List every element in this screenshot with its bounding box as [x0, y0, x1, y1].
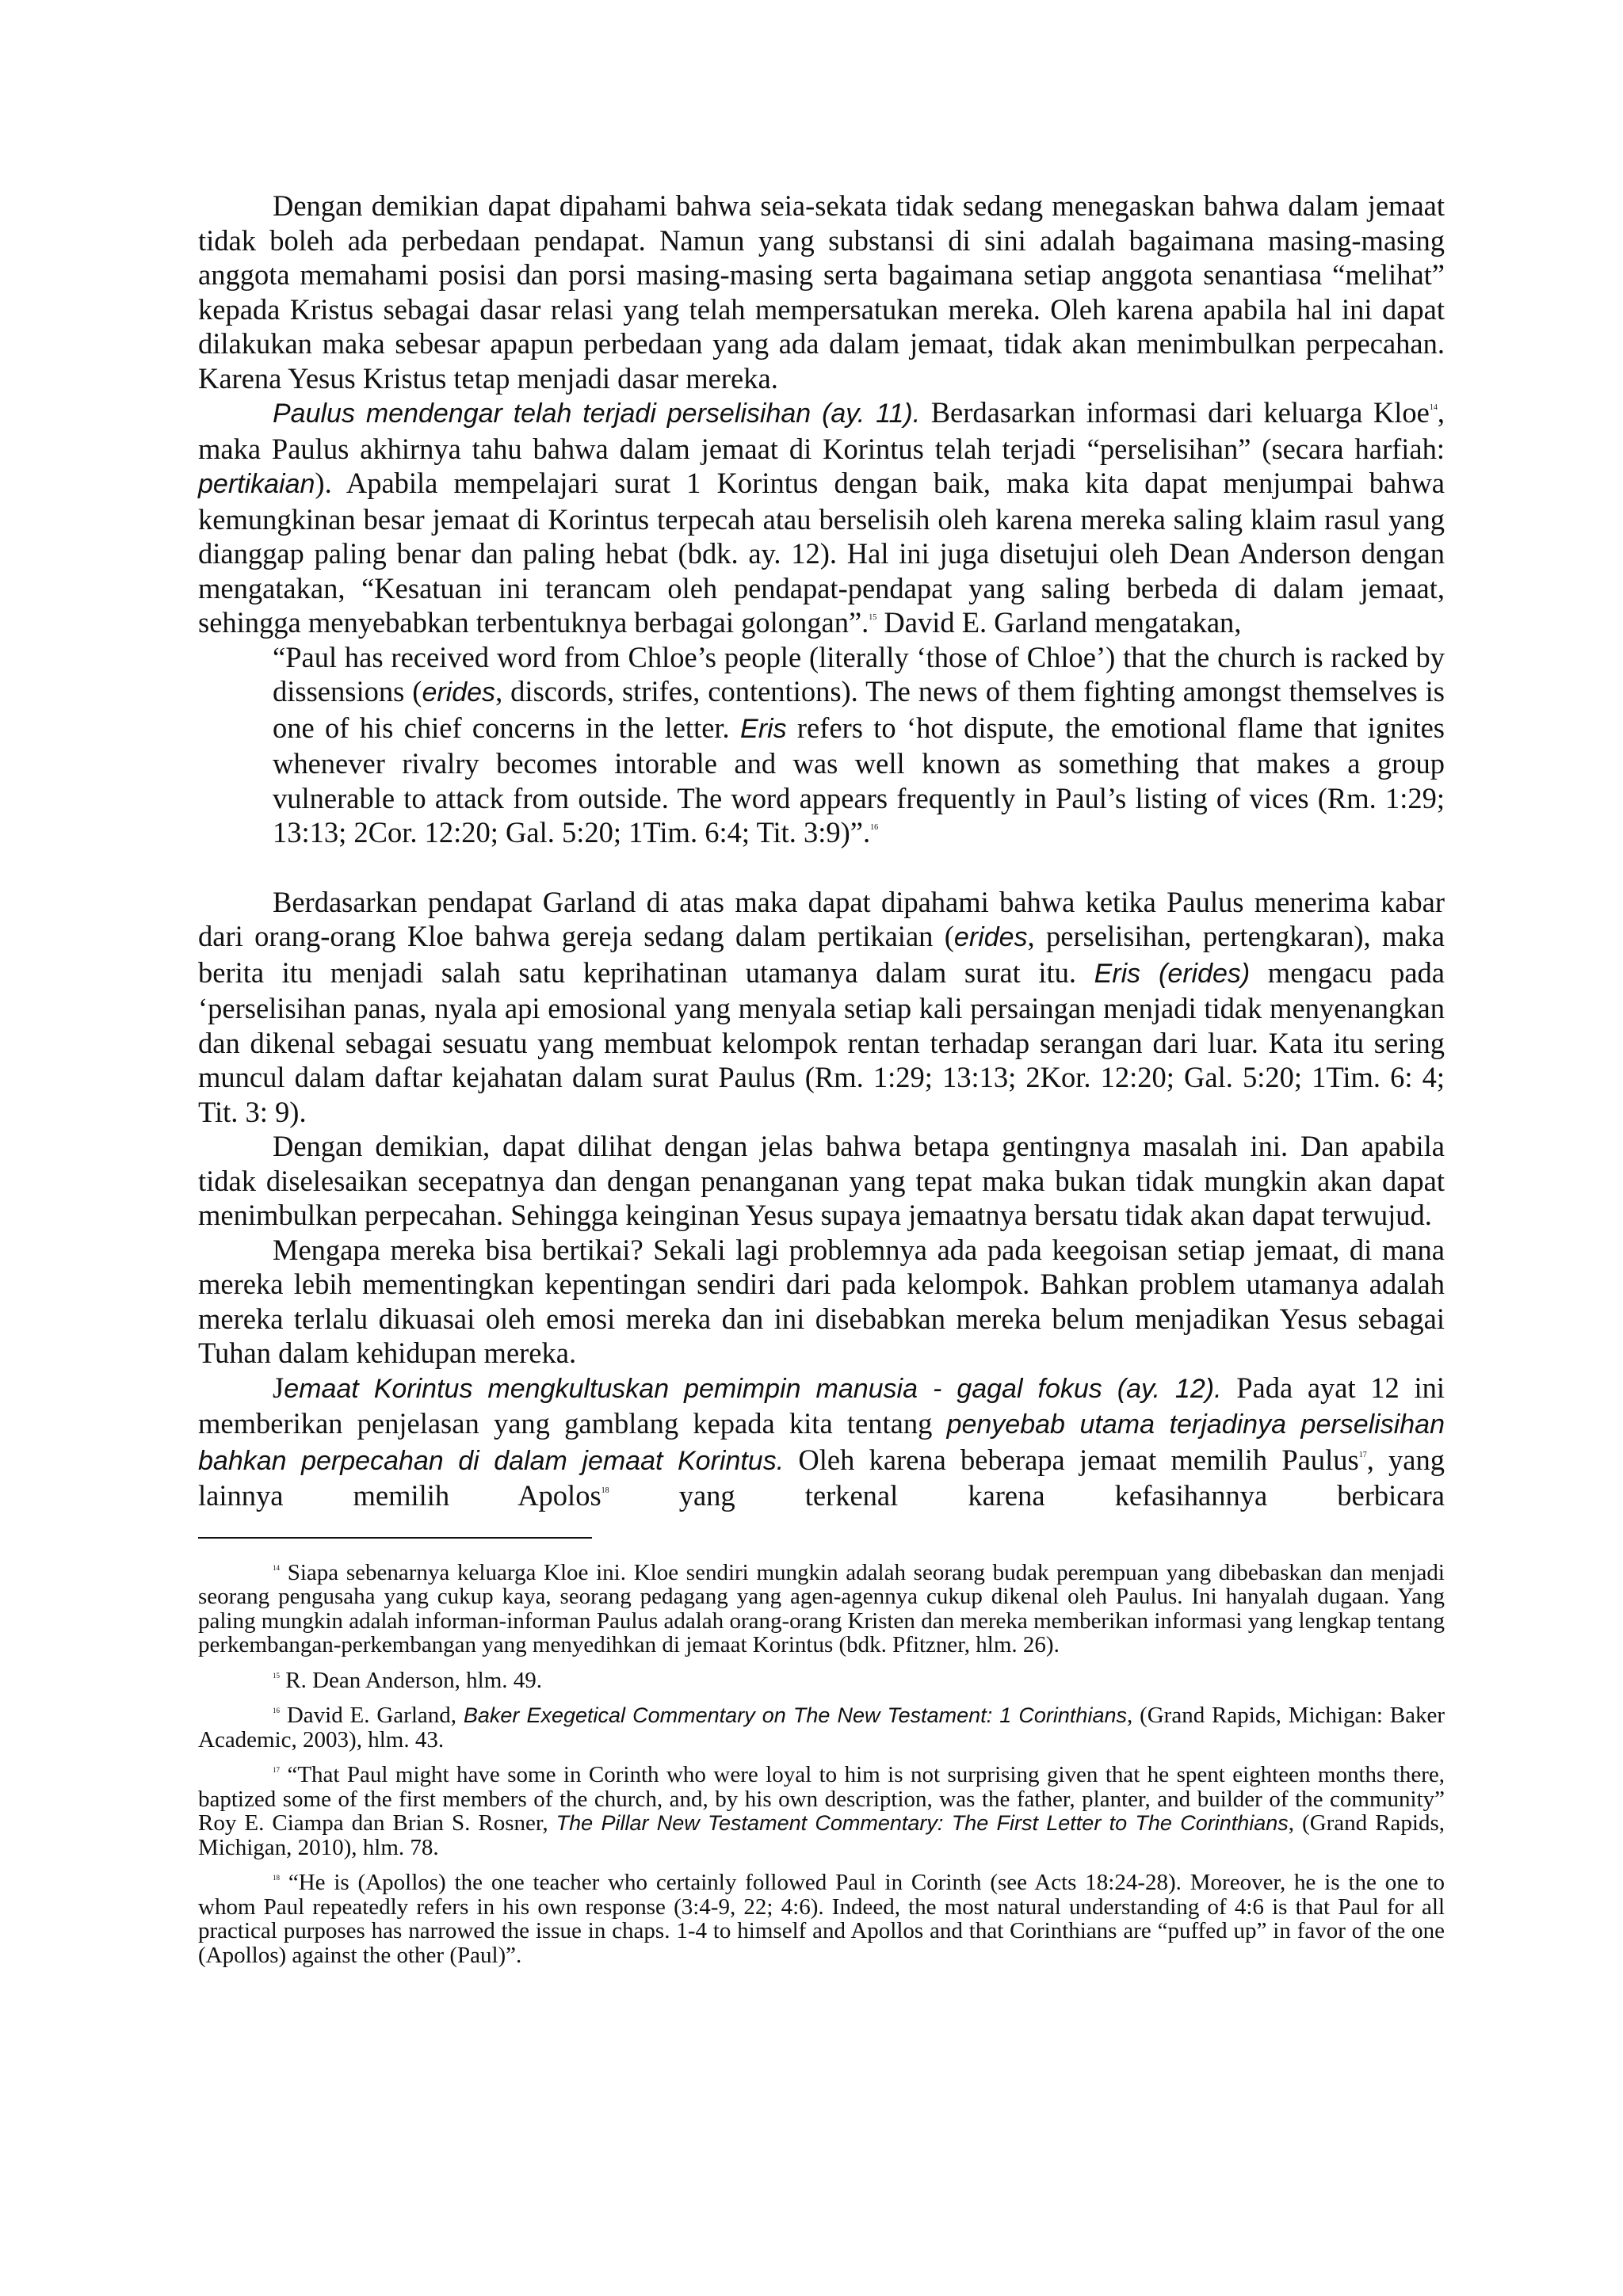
footnote-16-book-title: Baker Exegetical Commentary on The New Testament: 1 Corinthians [463, 1703, 1127, 1727]
paragraph-3-italic-erides: erides [953, 922, 1028, 952]
paragraph-2-italic-pertikaian: pertikaian [198, 469, 315, 499]
paragraph-6 [198, 1371, 1445, 1513]
footnote-17-text-b: , (Grand Rapids, Michigan, 2010), hlm. 78. [198, 1810, 1445, 1860]
footnote-ref-14[interactable]: 14 [1429, 403, 1438, 412]
paragraph-2-text-c: ). Apabila mempelajari surat 1 Korintus dengan baik, maka kita dapat menjumpai bahwa kemungkinan besar jemaat di Korintus terpecah atau berselisih oleh karena mereka saling klaim rasul yang dianggap paling benar dan paling hebat (bdk. ay. 12). Hal ini juga disetujui oleh Dean Anderson dengan mengatakan, “Kesatuan ini terancam oleh pendapat-pendapat yang saling berbeda di dalam jemaat, sehingga menyebabkan terbentuknya berbagai golongan”. [198, 467, 1445, 639]
paragraph-3-italic-eris: Eris (erides) [1094, 958, 1251, 989]
quote-italic-erides: erides [422, 677, 496, 707]
paragraph-2-text-a: Berdasarkan informasi dari keluarga Kloe [920, 396, 1430, 429]
footnote-17-book-title: The Pillar New Testament Commentary: The First Letter to The Corinthians [556, 1811, 1289, 1835]
footnote-14-number: 14 [273, 1563, 280, 1572]
paragraph-3-text-a: Berdasarkan pendapat Garland di atas maka dapat dipahami bahwa ketika Paulus menerima kabar dari orang-orang Kloe bahwa gereja sedang dalam pertikaian ( [198, 885, 1445, 952]
paragraph-1-text: Dengan demikian dapat dipahami bahwa seia-sekata tidak sedang menegaskan bahwa dalam jemaat tidak boleh ada perbedaan pendapat. Namun yang substansi di sini adalah bagaimana masing-masing anggota memahami posisi dan porsi masing-masing serta bagaimana setiap anggota senantiasa “melihat” kepada Kristus sebagai dasar relasi yang telah mempersatukan mereka. Oleh karena apabila hal ini dapat dilakukan maka sebesar apapun perbedaan yang ada dalam jemaat, tidak akan menimbulkan perpecahan. Karena Yesus Kristus tetap menjadi dasar mereka. [198, 189, 1445, 395]
paragraph-2 [198, 395, 1445, 640]
document-page [198, 189, 1445, 1978]
paragraph-5-text: Mengapa mereka bisa bertikai? Sekali lagi problemnya ada pada keegoisan setiap jemaat, di mana mereka lebih mementingkan kepentingan sendiri dari pada kelompok. Bahkan problem utamanya adalah mereka terlalu dikuasai oleh emosi mereka dan ini disebabkan mereka belum menjadikan Yesus sebagai Tuhan dalam kehidupan mereka. [198, 1233, 1445, 1369]
footnote-17-number: 17 [273, 1766, 280, 1774]
footnote-16-number: 16 [273, 1707, 280, 1714]
footnote-separator [198, 1537, 592, 1539]
footnote-16 [198, 1703, 1445, 1752]
footnote-14 [198, 1561, 1445, 1657]
paragraph-4-text: Dengan demikian, dapat dilihat dengan jelas bahwa betapa gentingnya masalah ini. Dan apabila tidak diselesaikan secepatnya dan dengan penanganan yang tepat maka bukan tidak mungkin akan dapat menimbulkan perpecahan. Sehingga keinginan Yesus supaya jemaatnya bersatu tidak akan dapat terwujud. [198, 1130, 1445, 1231]
paragraph-2-text-d: David E. Garland mengatakan, [876, 606, 1242, 639]
footnote-ref-16[interactable]: 16 [870, 823, 879, 832]
paragraph-5 [198, 1233, 1445, 1371]
paragraph-6-text-c: , yang lainnya memilih Apolos [198, 1443, 1445, 1512]
footnote-ref-17[interactable]: 17 [1358, 1450, 1367, 1459]
paragraph-1 [198, 189, 1445, 395]
footnote-16-text-a: David E. Garland, [280, 1703, 464, 1728]
paragraph-4 [198, 1129, 1445, 1233]
footnote-14-text: Siapa sebenarnya keluarga Kloe ini. Kloe sendiri mungkin adalah seorang budak perempuan yang dibebaskan dan menjadi seorang pengusaha yang cukup kaya, seorang pedagang yang agen-agennya cukup dikenal oleh Paulus. Ini hanyalah dugaan. Yang paling mungkin adalah informan-informan Paulus adalah orang-orang Kristen dan mereka memberikan informasi yang lengkap tentang perkembangan-perkembangan yang menyedihkan di jemaat Korintus (bdk. Pfitzner, hlm. 26). [198, 1559, 1445, 1657]
paragraph-6-text-a: Pada ayat 12 ini memberikan penjelasan yang gamblang kepada kita tentang [198, 1371, 1445, 1440]
footnote-15 [198, 1669, 1445, 1693]
quote-italic-eris: Eris [740, 713, 787, 744]
footnote-ref-15[interactable]: 15 [869, 613, 877, 622]
paragraph-6-italic-penyebab: penyebab utama terjadinya perselisihan bahkan perpecahan di dalam jemaat Korintus. [198, 1409, 1445, 1476]
footnote-17 [198, 1763, 1445, 1859]
block-quote-garland [273, 640, 1445, 850]
quote-text-b: , discords, strifes, contentions). The news of them fighting amongst themselves is one of his chief concerns in the letter. [273, 675, 1445, 744]
paragraph-6-initial: J [273, 1371, 285, 1404]
footnote-17-text-a: “That Paul might have some in Corinth who were loyal to him is not surprising given that he spent eighteen months there, baptized some of the first members of the church, and, by his own description, was the father, planter, and builder of the community” Roy E. Ciampa dan Brian S. Rosner, [198, 1762, 1445, 1836]
footnote-16-text-b: , (Grand Rapids, Michigan: Baker Academic, 2003), hlm. 43. [198, 1703, 1445, 1753]
quote-text-c: refers to ‘hot dispute, the emotional flame that ignites whenever rivalry becomes intorable and was well known as something that makes a group vulnerable to attack from outside. The word appears frequently in Paul’s listing of vices (Rm. 1:29; 13:13; 2Cor. 12:20; Gal. 5:20; 1Tim. 6:4; Tit. 3:9)”. [273, 711, 1445, 849]
paragraph-gap [198, 850, 1445, 885]
quote-text-a: “Paul has received word from Chloe’s people (literally ‘those of Chloe’) that the church is racked by dissensions ( [273, 640, 1445, 707]
paragraph-6-text-b: Oleh karena beberapa jemaat memilih Paulus [784, 1443, 1359, 1476]
footnote-18-number: 18 [273, 1874, 280, 1882]
footnote-18 [198, 1871, 1445, 1967]
footnote-ref-18[interactable]: 18 [601, 1486, 609, 1495]
footnote-18-text: “He is (Apollos) the one teacher who certainly followed Paul in Corinth (see Acts 18:24-28). Moreover, he is the one to whom Paul repeatedly refers in his own response (3:4-9, 22; 4:6). Indeed, the most natural understanding of 4:6 is that Paul for all practical purposes has narrowed the issue in chaps. 1-4 to himself and Apollos and that Corinthians are “puffed up” in favor of the one (Apollos) against the other (Paul)”. [198, 1870, 1445, 1968]
paragraph-3-text-c: mengacu pada ‘perselisihan panas, nyala api emosional yang menyala setiap kali persaingan menjadi tidak menyenangkan dan dikenal sebagai sesuatu yang membuat kelompok rentan terhadap serangan dari luar. Kata itu sering muncul dalam daftar kejahatan dalam surat Paulus (Rm. 1:29; 13:13; 2Kor. 12:20; Gal. 5:20; 1Tim. 6: 4; Tit. 3: 9). [198, 955, 1445, 1128]
section-heading-perselisihan: Paulus mendengar telah terjadi perselisihan (ay. 11). [273, 399, 921, 429]
footnote-15-number: 15 [273, 1671, 280, 1680]
paragraph-2-text-b: , maka Paulus akhirnya tahu bahwa dalam jemaat di Korintus telah terjadi “perselisihan” (secara harfiah: [198, 396, 1445, 465]
paragraph-3 [198, 885, 1445, 1130]
paragraph-6-text-d: yang terkenal karena kefasihannya berbicara [609, 1479, 1445, 1512]
paragraph-3-text-b: , perselisihan, pertengkaran), maka berita itu menjadi salah satu keprihatinan utamanya dalam surat itu. [198, 920, 1445, 989]
footnote-15-text: R. Dean Anderson, hlm. 49. [280, 1667, 543, 1693]
section-heading-kultus: emaat Korintus mengkultuskan pemimpin manusia - gagal fokus (ay. 12). [284, 1373, 1222, 1404]
